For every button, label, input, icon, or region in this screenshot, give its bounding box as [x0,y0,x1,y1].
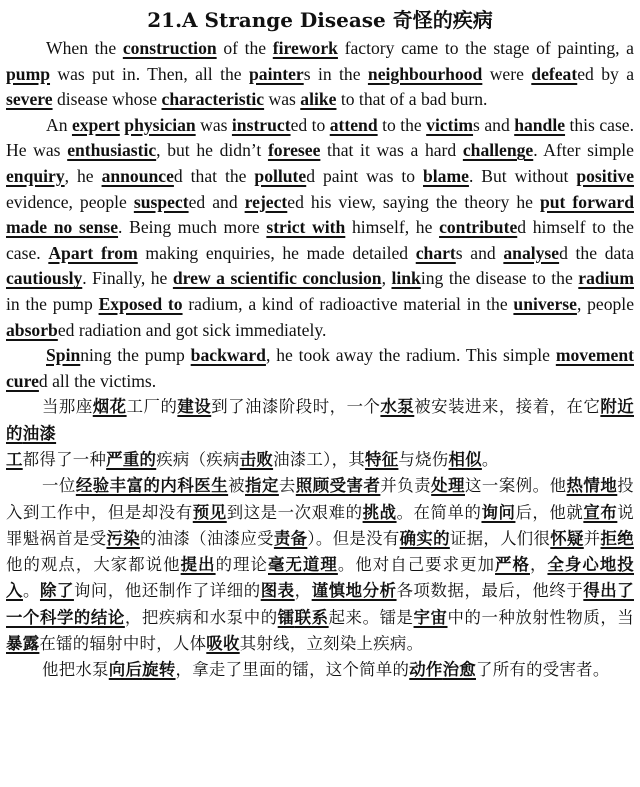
vocab-keyword: universe [513,293,577,314]
vocab-keyword: 询问 [481,502,516,522]
text-run: ed to [290,114,330,135]
vocab-keyword: 谨慎地分析 [311,581,397,601]
english-paragraph [6,113,634,343]
vocab-keyword: enquiry [6,165,65,186]
text-run: 与烧伤 [398,449,449,469]
text-run: 的理论 [215,555,268,575]
vocab-keyword: 镭 [277,607,295,627]
text-run: 当那座 [42,397,93,417]
text-run: disease whose [52,89,162,110]
text-run: 投入到工作中，但是却没有 [6,476,634,522]
text-run: that it was a hard [320,140,463,161]
vocab-keyword: foresee [267,140,321,161]
vocab-keyword: 预见 [192,502,227,522]
text-run: this case. He was [6,114,635,161]
text-run: d himself to the case. [6,217,634,263]
text-run: 被安装进来，接着，在它 [414,397,601,417]
text-run: himself, he [345,217,440,238]
text-run: 并 [583,528,601,548]
text-run: factory came to the stage of painting, a [337,38,634,58]
vocab-keyword: painter [248,63,304,84]
text-run: 了所有的受害者。 [476,660,610,680]
vocab-keyword: chart [415,242,456,263]
vocab-keyword: construction [122,38,217,58]
vocab-keyword: 全身心地投入 [6,555,635,601]
text-run: s and [455,242,504,263]
text-run: 一位 [42,476,76,496]
document-page [6,6,634,684]
vocab-keyword: absorb [6,319,58,340]
vocab-keyword: reject [244,191,288,212]
text-run: When the [46,38,123,58]
text-run: 工厂的 [126,397,178,417]
text-run: 油漆工），其 [273,449,366,469]
vocab-keyword: firework [272,38,338,58]
text-run: 。 [22,581,40,601]
text-run: ，拿走了里面的镭，这个简单的 [175,660,410,680]
vocab-keyword: 严重的 [106,449,157,469]
vocab-keyword: 特征 [365,449,399,469]
text-run: d that the [173,165,255,186]
vocab-keyword: physician [124,114,196,135]
vocab-keyword: 指定 [245,476,279,496]
text-run: 其射线，立刻染上疾病。 [239,633,424,653]
vocab-keyword: contribute [439,217,518,238]
vocab-keyword: 除了 [39,581,74,601]
text-run: ， [294,581,312,601]
vocab-keyword: 挑战 [362,502,397,522]
text-run: 被 [228,476,246,496]
vocab-keyword: Spin [46,345,81,366]
vocab-keyword: 经验丰富的内科医生 [75,476,229,496]
text-run: 都得了一种 [22,449,107,469]
text-run: ed and [188,191,245,212]
vocab-keyword: 宣布 [583,502,618,522]
vocab-keyword: 建设 [177,397,212,417]
vocab-keyword: expert [71,114,120,135]
vocab-keyword: suspect [133,191,189,212]
english-paragraph [6,343,634,394]
vocab-keyword: 责备 [273,528,308,548]
text-run: . Being much more [118,217,267,238]
text-run: in the pump [6,293,99,314]
vocab-keyword: drew a scientific conclusion [172,268,382,289]
text-run: 到了油漆阶段时，一个 [211,397,381,417]
text-run: 起来。镭是 [328,607,414,627]
vocab-keyword: 油漆 [22,423,57,443]
text-run: 询问，他还制作了详细的 [73,581,261,601]
text-run: ，把疾病和水泵中的 [124,607,278,627]
text-run: 。在简单的 [396,502,482,522]
text-run: 并负责 [380,476,432,496]
vocab-keyword: 毫无道理 [268,555,338,575]
chinese-text [6,394,634,683]
text-run: was [264,89,301,110]
vocab-keyword: 击败 [239,449,274,469]
vocab-keyword: 旋转 [142,660,176,680]
vocab-keyword: 照顾受害者 [295,476,381,496]
text-run: was [195,114,232,135]
text-run: 。 [481,449,499,469]
text-run: . Finally, he [82,268,173,289]
text-run: were [482,63,532,84]
vocab-keyword: 烟花 [92,397,127,417]
vocab-keyword: radium [578,268,635,289]
vocab-keyword: 联系 [294,607,329,627]
vocab-keyword: handle [514,114,566,135]
text-run: ed his view, saying the theory he [287,191,540,212]
chinese-paragraph [6,473,634,657]
english-paragraph [6,36,634,113]
vocab-keyword: 得出了一个科学的结论 [6,581,634,627]
vocab-keyword: 污染 [106,528,140,548]
vocab-keyword: positive [576,165,634,186]
vocab-keyword: 吸收 [206,633,240,653]
vocab-keyword: 提出 [180,555,216,575]
text-run: d the data [559,242,634,263]
text-run: 他的观点，大家都说他 [6,555,181,575]
vocab-keyword: 动作 [409,660,443,680]
vocab-keyword: pump [6,63,51,84]
vocab-keyword: 向后 [108,660,143,680]
text-run: d all the victims. [38,370,157,391]
text-run: of the [216,38,273,58]
vocab-keyword: 怀疑 [550,528,584,548]
text-run: 中的一种放射性物质，当 [447,607,634,627]
page-title: 21.A Strange Disease 奇怪的疾病 [147,8,493,32]
vocab-keyword: 处理 [431,476,465,496]
vocab-keyword: 治愈 [442,660,476,680]
text-run: making enquiries, he made detailed [137,242,416,263]
vocab-keyword: 严格 [495,555,530,575]
text-run: was put in. Then, all the [50,63,249,84]
vocab-keyword: 宇宙 [413,607,448,627]
vocab-keyword: challenge [462,140,534,161]
vocab-keyword: cautiously [6,268,83,289]
text-run: ning the pump [80,345,191,366]
vocab-keyword: characteristic [161,89,265,110]
vocab-keyword: 拒绝 [600,528,634,548]
text-run: 他把水泵 [42,660,109,680]
vocab-keyword: cure [6,370,39,391]
text-run: , [381,268,392,289]
vocab-keyword: Exposed to [98,293,183,314]
text-run: to that of a bad burn. [336,89,488,110]
text-run: ing the disease to the [420,268,579,289]
vocab-keyword: defeat [531,63,578,84]
vocab-keyword: 暴露 [6,633,40,653]
vocab-keyword: movement [555,345,634,366]
chinese-paragraph [6,394,634,447]
text-run: 疾病（疾病 [156,449,240,469]
text-run: 到这是一次艰难的 [226,502,363,522]
text-run: to the [377,114,427,135]
text-run: d paint was to [306,165,423,186]
text-run: 这一案例。他 [465,476,567,496]
vocab-keyword: link [391,268,421,289]
vocab-keyword: analyse [503,242,560,263]
text-run: s in the [303,63,368,84]
text-run: , he [64,165,102,186]
vocab-keyword: severe [6,89,53,110]
vocab-keyword: instruct [231,114,291,135]
chinese-paragraph [6,657,634,683]
text-run: 各项数据，最后，他终于 [396,581,584,601]
vocab-keyword: 相似 [448,449,482,469]
text-run: , he took away the radium. This simple [265,345,556,366]
text-run: . But without [468,165,577,186]
chinese-paragraph [6,447,634,473]
text-run: , people [576,293,635,314]
text-run: An [46,114,72,135]
text-run: 在镭的辐射中时，人体 [39,633,207,653]
vocab-keyword: 工 [6,449,23,469]
vocab-keyword: 热情地 [566,476,618,496]
text-run: . After simple [533,140,634,161]
text-run: 的油漆（油漆应受 [139,528,274,548]
text-run: ed by a [577,63,635,84]
text-run: radium, a kind of radioactive material in the [182,293,514,314]
vocab-keyword: put forward [539,191,634,212]
vocab-keyword: strict with [266,217,346,238]
vocab-keyword: attend [329,114,378,135]
vocab-keyword: victim [426,114,474,135]
vocab-keyword: announce [101,165,174,186]
text-run: ed radiation and got sick immediately. [57,319,327,340]
vocab-keyword: 水泵 [380,397,415,417]
text-run: evidence, people [6,191,134,212]
text-run: 去 [278,476,296,496]
vocab-keyword: blame [423,165,469,186]
vocab-keyword: enthusiastic [67,140,157,161]
text-run: s and [473,114,515,135]
text-run: , but he didn’t [156,140,268,161]
vocab-keyword: 确实的 [399,528,450,548]
vocab-keyword: backward [190,345,266,366]
text-run: ， [529,555,548,575]
english-text [6,36,634,394]
vocab-keyword: neighbourhood [367,63,483,84]
vocab-keyword: alike [300,89,337,110]
vocab-keyword: made no sense [6,217,119,238]
text-run: 证据，人们很 [449,528,551,548]
text-run: 。他对自己要求更加 [337,555,496,575]
text-run: ）。但是没有 [307,528,400,548]
vocab-keyword: Apart from [48,242,138,263]
vocab-keyword: 附近的 [6,397,634,443]
vocab-keyword: 图表 [260,581,295,601]
text-run: 后，他就 [515,502,584,522]
vocab-keyword: pollute [254,165,307,186]
text-run: 说罪魁祸首是受 [6,502,635,548]
